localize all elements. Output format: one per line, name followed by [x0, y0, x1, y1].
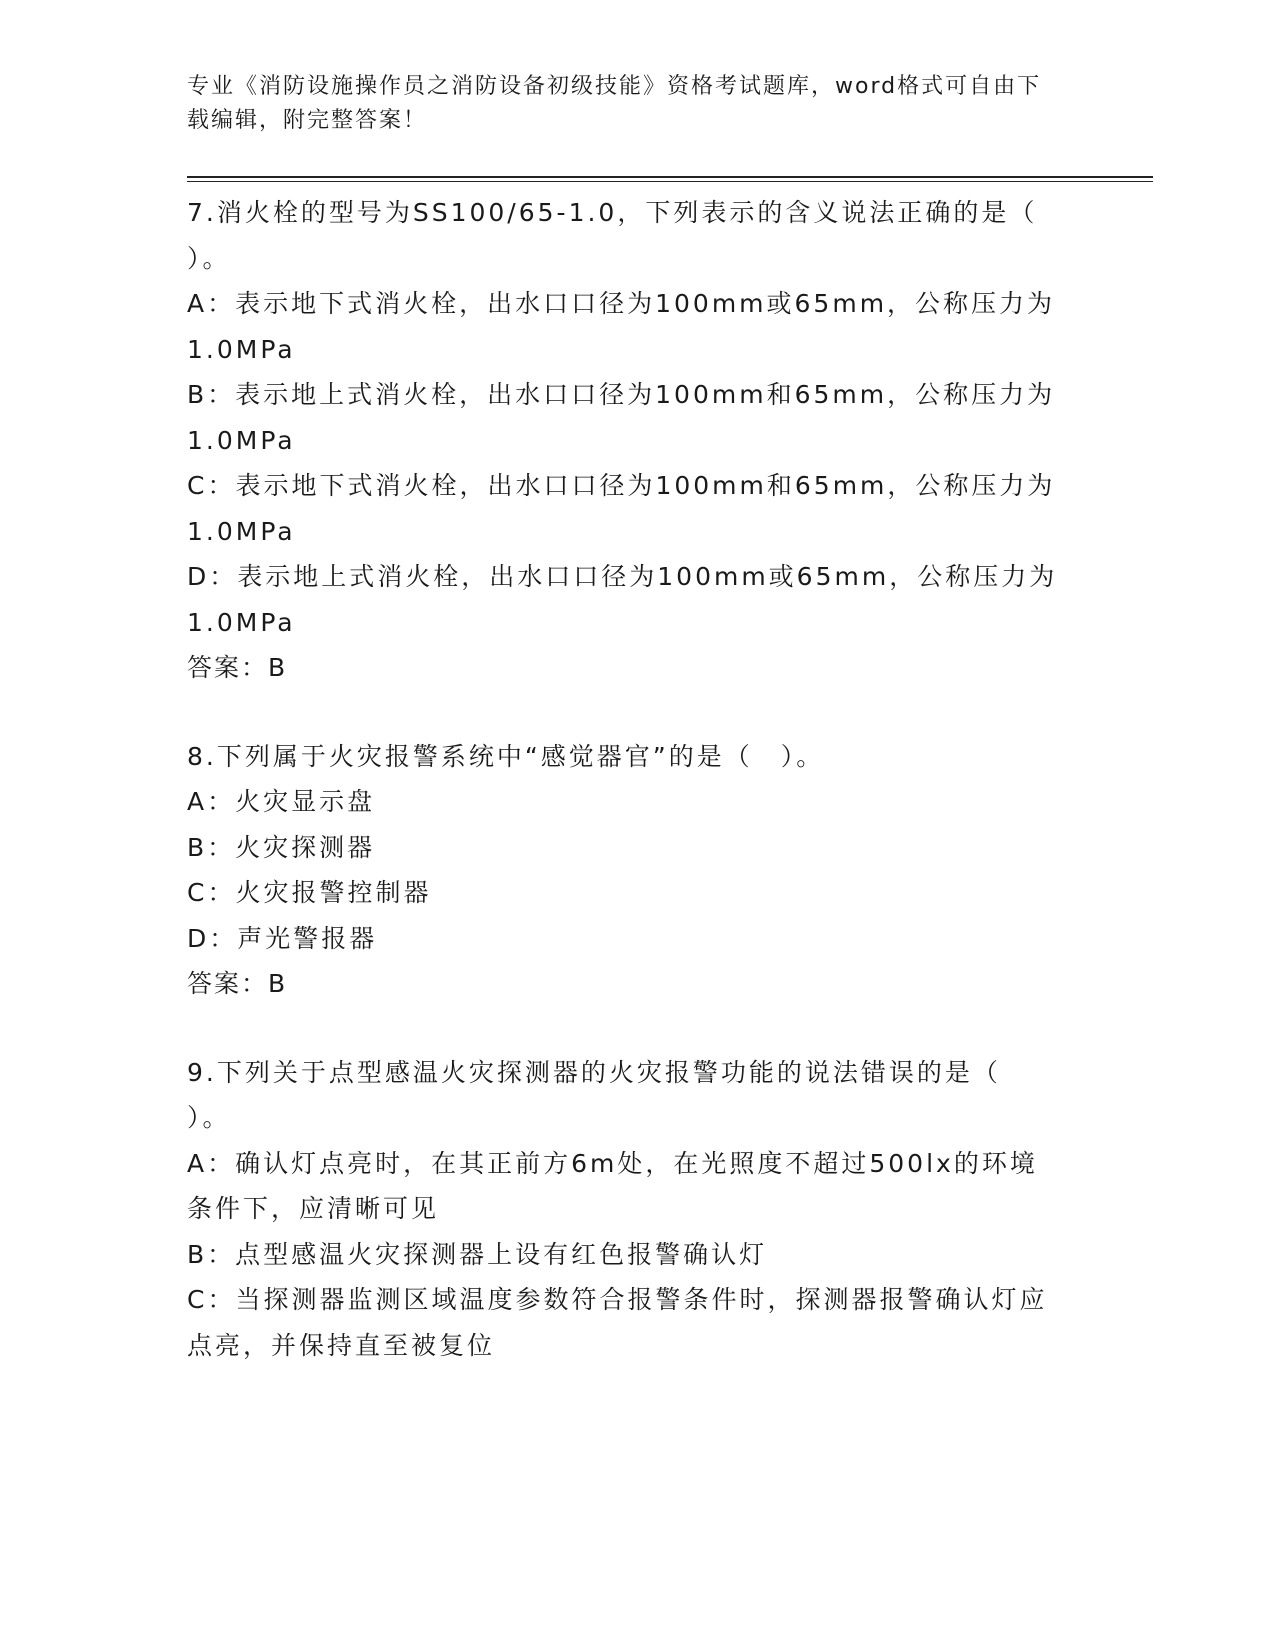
question-9	[187, 1050, 1067, 1369]
option-c-line: C：表示地下式消火栓，出水口口径为100mm和65mm，公称压力为	[187, 471, 1056, 500]
option-a-line: A：确认灯点亮时，在其正前方6m处，在光照度不超过500lx的环境	[187, 1148, 1038, 1178]
option-a-line: 1.0MPa	[187, 334, 296, 364]
question-list	[187, 190, 1067, 1411]
option-a-line: 条件下，应清晰可见	[187, 1194, 440, 1223]
option-b-line: B：点型感温火灾探测器上设有红色报警确认灯	[187, 1239, 768, 1269]
question-stem-line: ）。	[187, 1103, 231, 1132]
option-b-line: B：火灾探测器	[187, 832, 376, 862]
option-c-line: 1.0MPa	[187, 516, 296, 546]
header-line-2: 载编辑，附完整答案！	[187, 108, 428, 133]
option-b-line: 1.0MPa	[187, 425, 296, 455]
option-a-line: A：表示地下式消火栓，出水口口径为100mm或65mm，公称压力为	[187, 289, 1056, 318]
question-8	[187, 734, 1067, 1007]
header-line-1: 专业《消防设施操作员之消防设备初级技能》资格考试题库，word格式可自由下	[187, 74, 1042, 99]
option-c-line: C：火灾报警控制器	[187, 878, 432, 907]
option-d-line: D：声光警报器	[187, 923, 378, 953]
option-a-line: A：火灾显示盘	[187, 787, 376, 816]
option-b-line: B：表示地上式消火栓，出水口口径为100mm和65mm，公称压力为	[187, 380, 1056, 409]
document-header	[187, 70, 1067, 138]
question-stem-line: 9.下列关于点型感温火灾探测器的火灾报警功能的说法错误的是（	[187, 1057, 1001, 1087]
header-divider-thin	[187, 181, 1153, 182]
option-c-line: 点亮，并保持直至被复位	[187, 1330, 496, 1360]
option-d-line: D：表示地上式消火栓，出水口口径为100mm或65mm，公称压力为	[187, 562, 1058, 591]
answer-label: 答案：B	[187, 969, 288, 998]
header-divider-thick	[187, 176, 1153, 178]
answer-label: 答案：B	[187, 653, 288, 682]
question-stem-line: ）。	[187, 243, 231, 273]
question-7	[187, 190, 1067, 691]
question-stem-line: 7.消火栓的型号为SS100/65-1.0，下列表示的含义说法正确的是（	[187, 198, 1038, 227]
question-stem-line: 8.下列属于火灾报警系统中“感觉器官”的是（ ）。	[187, 741, 825, 771]
option-d-line: 1.0MPa	[187, 607, 296, 637]
option-c-line: C：当探测器监测区域温度参数符合报警条件时，探测器报警确认灯应	[187, 1285, 1048, 1314]
